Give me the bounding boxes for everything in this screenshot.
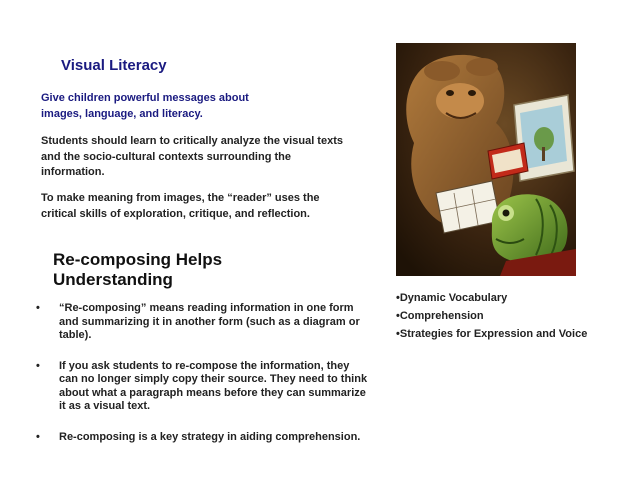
bullet-item (36, 302, 376, 343)
paragraph-line: To make meaning from images, the “reader” uses the (41, 192, 320, 204)
bullet-icon: • (36, 430, 40, 443)
visual-literacy-paragraph-1 (41, 134, 371, 181)
strategy-item: •Dynamic Vocabulary (396, 292, 508, 304)
paragraph-line: information. (41, 166, 105, 178)
bullet-line: Re-composing is a key strategy in aiding comprehension. (59, 430, 361, 443)
strategy-item: •Comprehension (396, 310, 484, 322)
visual-literacy-intro (41, 91, 341, 122)
strategy-item: •Strategies for Expression and Voice (396, 328, 588, 340)
bullet-line: can no longer simply copy their source. They need to think (59, 373, 368, 385)
title-line: Understanding (53, 270, 173, 289)
bullet-icon: • (36, 359, 40, 372)
bullet-line: “Re-composing” means reading information in one form (59, 302, 354, 314)
recomposing-bullet-list (36, 302, 376, 444)
illustration-artwork (396, 43, 576, 276)
intro-line: images, language, and literacy. (41, 107, 203, 120)
bullet-line: table). (59, 329, 92, 341)
bullet-line: it as a visual text. (59, 400, 151, 412)
intro-line: Give children powerful messages about (41, 92, 249, 104)
paragraph-line: critical skills of exploration, critique, and reflection. (41, 207, 310, 220)
bullet-line: and summarizing it in another form (such as a diagram or (59, 315, 360, 328)
visual-literacy-title: Visual Literacy (61, 57, 167, 74)
reading-creatures-illustration (396, 43, 576, 276)
bullet-line: about what a paragraph means before they can summarize (59, 386, 366, 399)
bullet-item (36, 360, 376, 414)
paragraph-line: and the socio-cultural contexts surrounding the (41, 150, 291, 163)
bullet-icon: • (36, 302, 40, 314)
title-line: Re-composing Helps (53, 250, 223, 269)
visual-literacy-paragraph-2 (41, 191, 371, 222)
bullet-item (36, 431, 376, 445)
recomposing-title (53, 250, 222, 290)
strategy-list (396, 291, 587, 345)
bullet-line: If you ask students to re-compose the information, they (59, 359, 350, 372)
paragraph-line: Students should learn to critically analyze the visual texts (41, 135, 343, 147)
